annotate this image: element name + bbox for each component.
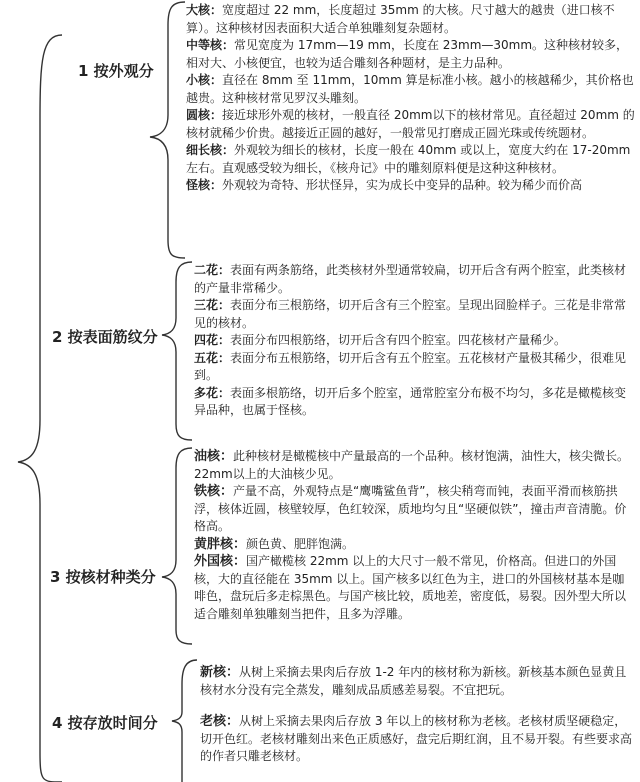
- item-term: 二花：: [194, 263, 231, 277]
- item-term: 老核：: [200, 714, 240, 729]
- item-desc: 外观较为细长的核材，长度一般在 40mm 或以上，宽度大约在 17-20mm 左右。直观感受较为细长，《核舟记》中的雕刻原料便是这种这种核材。: [186, 143, 631, 175]
- item-two-flower: [194, 262, 636, 297]
- item-desc: 表面分布四根筋络，切开后含有四个腔室。四花核材产量稀少。: [230, 333, 567, 347]
- item-term: 小核：: [186, 73, 223, 87]
- item-desc: 从树上采摘去果肉后存放 1-2 年内的核材称为新核。新核基本颜色显黄且核材水分没有完全蒸发，雕刻成品质感差易裂。不宜把玩。: [200, 665, 627, 697]
- item-term: 细长核：: [186, 143, 235, 157]
- item-desc: 表面多根筋络，切开后多个腔室，通常腔室分布极不均匀，多花是橄榄核变异品种，也属于怪核。: [194, 385, 627, 417]
- item-new-core: [200, 664, 636, 699]
- main-brace: [18, 35, 62, 782]
- item-desc: 国产橄榄核 22mm 以上的大尺寸一般不常见，价格高。但进口的外国核，大的直径能在 35mm 以上。国产核多以红色为主，进口的外国核材基本是咖啡色，盘玩后多走棕黑色。与国产核比较，质地差，密度低，易裂。因外型大所以适合雕刻单独雕刻当把件，且多为浮雕。: [194, 554, 627, 621]
- item-term: 圆核：: [186, 108, 223, 122]
- category-label-variety: 3 按核材种类分: [50, 568, 156, 586]
- brace-2: [162, 262, 192, 440]
- item-desc: 表面有两条筋络，此类核材外型通常较扁，切开后含有两个腔室，此类核材的产量非常稀少。: [194, 263, 627, 295]
- item-term: 油核：: [194, 449, 234, 464]
- item-desc: 直径在 8mm 至 11mm，10mm 算是标准小核。越小的核越稀少，其价格也越贵。这种核材常见罗汉头雕刻。: [186, 73, 634, 105]
- item-slender-core: [186, 142, 636, 177]
- brace-1: [150, 2, 185, 258]
- item-term: 铁核：: [194, 484, 234, 499]
- item-desc: 宽度超过 22 mm，长度超过 35mm 的大核。尺寸越大的越贵（进口核不算）。这种核材因表面积大适合单独雕刻复杂题材。: [186, 3, 615, 35]
- category-label-storage: 4 按存放时间分: [52, 714, 158, 732]
- item-term: 五花：: [194, 350, 231, 365]
- item-term: 怪核：: [186, 178, 223, 192]
- item-desc: 此种核材是橄榄核中产量最高的一个品种。核材饱满，油性大，核尖微长。22mm以上的大油核少见。: [194, 449, 630, 481]
- item-three-flower: [194, 297, 636, 332]
- item-oil-core: [194, 448, 636, 483]
- item-five-flower: [194, 350, 636, 385]
- item-desc: 外观较为奇特、形状怪异，实为成长中变异的品种。较为稀少而价高: [222, 178, 583, 192]
- item-desc: 表面分布五根筋络，切开后含有五个腔室。五花核材产量极其稀少，很难见到。: [194, 350, 627, 382]
- item-desc: 产量不高，外观特点是“鹰嘴鲨鱼背”，核尖稍弯而钝，表面平滑而核筋拱浮，核体近圆，核壁较厚，色红较深，质地均匀且“坚硬似铁”，撞击声音清脆。价格高。: [194, 484, 627, 533]
- brace-4: [172, 660, 197, 782]
- item-desc: 接近球形外观的核材，一般直径 20mm以下的核材常见。直径超过 20mm 的核材就稀少价贵。越接近正圆的越好，一般常见打磨成正圆光珠或传统题材。: [186, 108, 635, 140]
- item-small-core: [186, 72, 636, 107]
- item-odd-core: [186, 177, 636, 195]
- group-appearance: [186, 2, 636, 195]
- item-desc: 表面分布三根筋络，切开后含有三个腔室。呈现出囧脸样子。三花是非常常见的核材。: [194, 298, 627, 330]
- item-term: 新核：: [200, 665, 240, 680]
- item-desc: 从树上采摘去果肉后存放 3 年以上的核材称为老核。老核材质坚硬稳定，切开色红。老核材雕刻出来色正质感好，盘完后期红润，且不易开裂。有些要求高的作者只雕老核材。: [200, 714, 633, 763]
- item-term: 外国核：: [194, 554, 247, 569]
- group-variety: [194, 448, 636, 623]
- item-multi-flower: [194, 385, 636, 420]
- item-foreign-core: [194, 553, 636, 623]
- item-large-core: [186, 2, 636, 37]
- item-four-flower: [194, 332, 636, 350]
- item-term: 四花：: [194, 333, 231, 347]
- group-storage: [200, 664, 636, 766]
- item-round-core: [186, 107, 636, 142]
- category-label-texture: 2 按表面筋纹分: [52, 328, 158, 346]
- item-yellow-fat-core: [194, 536, 636, 554]
- category-label-appearance: 1 按外观分: [78, 62, 154, 80]
- item-old-core: [200, 713, 636, 766]
- item-iron-core: [194, 483, 636, 536]
- item-desc: 颜色黄、肥胖饱满。: [246, 536, 355, 551]
- item-term: 大核：: [186, 3, 223, 17]
- item-term: 三花：: [194, 298, 231, 312]
- item-term: 黄胖核：: [194, 536, 247, 552]
- item-term: 中等核：: [186, 38, 235, 52]
- item-term: 多花：: [194, 385, 231, 400]
- item-desc: 常见宽度为 17mm—19 mm，长度在 23mm—30mm。这种核材较多，相对大、小核便宜，也较为适合雕刻各种题材，是主力品种。: [186, 38, 629, 70]
- item-medium-core: [186, 37, 636, 72]
- group-texture: [194, 262, 636, 420]
- brace-3: [162, 448, 192, 644]
